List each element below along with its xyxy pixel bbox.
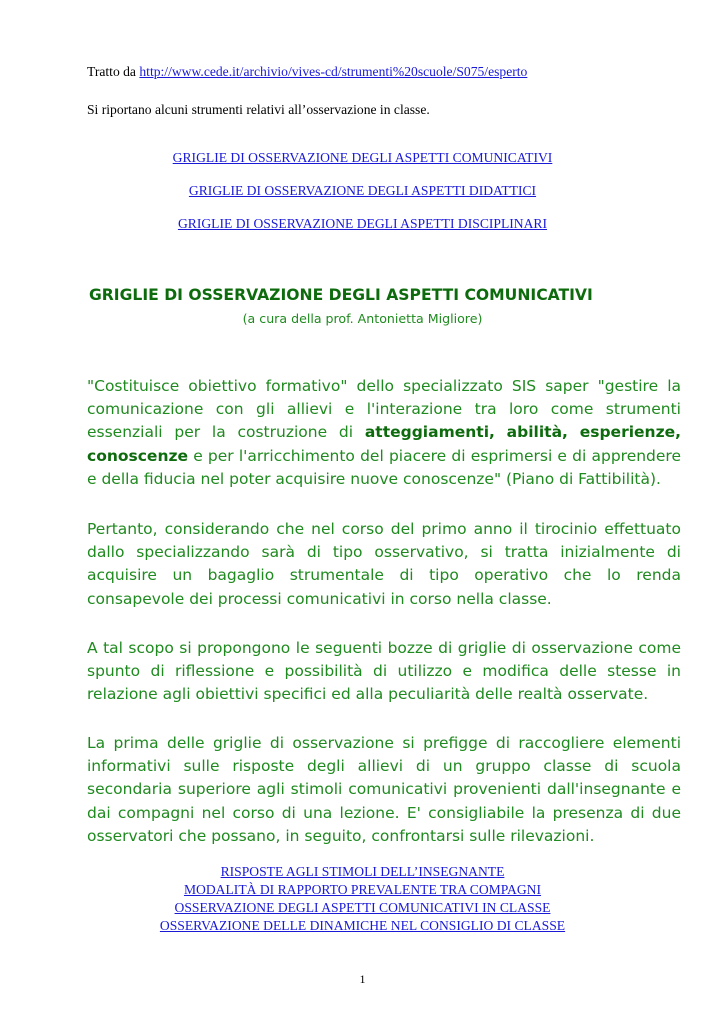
- section-author: (a cura della prof. Antonietta Migliore): [242, 311, 483, 326]
- source-line: [87, 64, 527, 80]
- section-title: GRIGLIE DI OSSERVAZIONE DEGLI ASPETTI COMUNICATIVI: [89, 286, 593, 304]
- grid-links: [0, 863, 725, 935]
- intro-text: Si riportano alcuni strumenti relativi all’osservazione in classe.: [87, 102, 430, 117]
- keyword-atteggiamenti: atteggiamenti,: [364, 423, 495, 442]
- paragraph-1: [87, 375, 681, 491]
- keyword-esperienze: esperienze,: [579, 423, 681, 442]
- source-link[interactable]: http://www.cede.it/archivio/vives-cd/strumenti%20scuole/S075/esperto: [139, 64, 528, 79]
- grid-link-risposte[interactable]: RISPOSTE AGLI STIMOLI DELL’INSEGNANTE: [220, 864, 505, 879]
- paragraph-4: La prima delle griglie di osservazione si prefigge di raccogliere elementi informativi sulle risposte degli allievi di un gruppo classe di scuola secondaria superiore agli stimoli comunicativi provenienti dall'insegnante e dai compagni nel corso di una lezione. E' consigliabile la presenza di due osservatori che possano, in seguito, confrontarsi sulle rilevazioni.: [87, 734, 681, 845]
- keyword-abilita: abilità,: [506, 423, 568, 442]
- grid-link-consiglio[interactable]: OSSERVAZIONE DELLE DINAMICHE NEL CONSIGLIO DI CLASSE: [159, 918, 566, 933]
- source-prefix: Tratto da: [87, 64, 140, 79]
- toc-link-didattici[interactable]: GRIGLIE DI OSSERVAZIONE DEGLI ASPETTI DIDATTICI: [188, 183, 537, 198]
- grid-link-aspetti-comunicativi[interactable]: OSSERVAZIONE DEGLI ASPETTI COMUNICATIVI IN CLASSE: [174, 900, 551, 915]
- paragraph-1-part-c: e per l'arricchimento del piacere di esprimersi e di apprendere e della fiducia nel poter acquisire nuove conoscenze" (Piano di Fattibilità).: [87, 446, 681, 488]
- toc-link-disciplinari[interactable]: GRIGLIE DI OSSERVAZIONE DEGLI ASPETTI DISCIPLINARI: [177, 216, 548, 231]
- page-number: 1: [359, 972, 366, 986]
- toc-link-comunicativi[interactable]: GRIGLIE DI OSSERVAZIONE DEGLI ASPETTI COMUNICATIVI: [172, 150, 553, 165]
- keyword-conoscenze: conoscenze: [87, 446, 189, 465]
- paragraph-2: Pertanto, considerando che nel corso del primo anno il tirocinio effettuato dallo specializzando sarà di tipo osservativo, si tratta inizialmente di acquisire un bagaglio strumentale di tipo operativo che lo renda consapevole dei processi comunicativi in corso nella classe.: [87, 520, 681, 608]
- grid-link-rapporto[interactable]: MODALITÀ DI RAPPORTO PREVALENTE TRA COMPAGNI: [183, 882, 542, 897]
- paragraph-1-part-a: "Costituisce obiettivo formativo" dello specializzato SIS saper "gestire la comunicazione con gli allievi e l'interazione tra loro come strumenti essenziali per la costruzione di: [87, 377, 681, 442]
- paragraph-3: A tal scopo si propongono le seguenti bozze di griglie di osservazione come spunto di riflessione e possibilità di utilizzo e modifica delle stesse in relazione agli obiettivi specifici ed alla peculiarità delle realtà osservate.: [87, 639, 681, 704]
